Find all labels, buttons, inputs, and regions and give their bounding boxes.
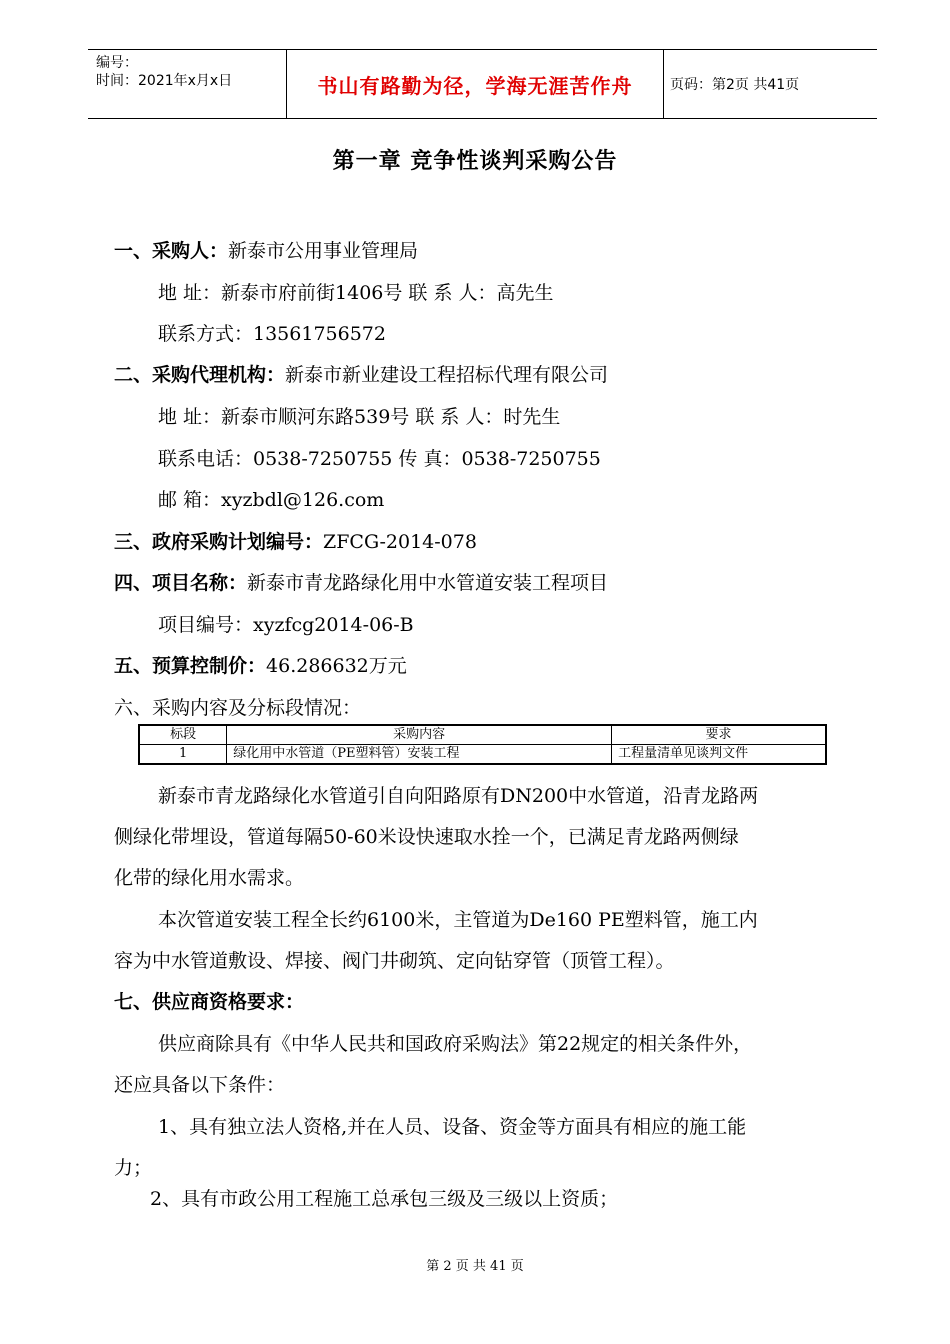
section-7-c2: 2、具有市政公用工程施工总承包三级及三级以上资质； (150, 1188, 619, 1210)
section-7-c1-line2: 力； (114, 1157, 153, 1179)
page-footer: 第 2 页 共 41 页 (426, 1259, 524, 1274)
table-header-row (139, 725, 826, 745)
section-5-value: 46.286632万元 (266, 655, 407, 677)
table-cell: 绿化用中水管道（PE塑料管）安装工程 (227, 745, 612, 765)
section-2-heading: 二、采购代理机构： (114, 364, 286, 386)
segment-table (138, 724, 827, 765)
page-header (88, 49, 877, 119)
section-1-address: 地 址：新泰市府前街1406号 联 系 人：高先生 (158, 282, 554, 304)
number-label: 编号： (96, 55, 138, 71)
section-4-value: 新泰市青龙路绿化用中水管道安装工程项目 (247, 572, 609, 594)
header-page-info: 页码：第2页 共41页 (670, 77, 800, 93)
section-1-line (114, 239, 418, 263)
section-7-p1-line1: 供应商除具有《中华人民共和国政府采购法》第22规定的相关条件外， (158, 1033, 753, 1055)
section-6-p1-line1: 新泰市青龙路绿化水管道引自向阳路原有DN200中水管道，沿青龙路两 (158, 785, 759, 807)
section-6-p1-line3: 化带的绿化用水需求。 (114, 867, 305, 889)
section-1-value: 新泰市公用事业管理局 (228, 240, 419, 262)
section-6-p1-line2: 侧绿化带埋设，管道每隔50-60米设快速取水拴一个，已满足青龙路两侧绿 (114, 826, 739, 848)
section-3-heading: 三、政府采购计划编号： (114, 531, 324, 553)
table-header-cell: 采购内容 (227, 725, 612, 745)
section-7-heading: 七、供应商资格要求： (114, 991, 305, 1013)
section-6-p2-line2: 容为中水管道敷设、焊接、阀门井砌筑、定向钻穿管（顶管工程）。 (114, 950, 675, 972)
section-2-value: 新泰市新业建设工程招标代理有限公司 (285, 364, 609, 386)
section-5-line (114, 654, 407, 678)
section-4-heading: 四、项目名称： (114, 572, 248, 594)
section-2-phone: 联系电话：0538-7250755 传 真：0538-7250755 (158, 448, 601, 470)
header-motto: 书山有路勤为径，学海无涯苦作舟 (286, 50, 664, 118)
section-2-email: 邮 箱：xyzbdl@126.com (158, 489, 385, 511)
table-row (139, 745, 826, 765)
section-5-heading: 五、预算控制价： (114, 655, 267, 677)
section-7-p1-line2: 还应具备以下条件： (114, 1074, 286, 1096)
time-label: 时间：2021年x月x日 (96, 73, 233, 89)
section-4-code: 项目编号：xyzfcg2014-06-B (158, 614, 414, 636)
table-header-cell: 标段 (139, 725, 227, 745)
section-4-line (114, 571, 608, 595)
table-cell: 1 (139, 745, 227, 765)
header-meta (96, 54, 232, 90)
section-6-p2-line1: 本次管道安装工程全长约6100米，主管道为De160 PE塑料管，施工内 (158, 909, 758, 931)
section-6-heading: 六、采购内容及分标段情况： (114, 697, 362, 719)
section-3-value: ZFCG-2014-078 (323, 531, 477, 553)
section-2-line (114, 363, 608, 387)
section-1-heading: 一、采购人： (114, 240, 229, 262)
chapter-title: 第一章 竞争性谈判采购公告 (332, 149, 618, 174)
section-1-contact: 联系方式：13561756572 (158, 323, 386, 345)
section-3-line (114, 530, 477, 554)
table-header-cell: 要求 (612, 725, 826, 745)
section-7-c1-line1: 1、具有独立法人资格,并在人员、设备、资金等方面具有相应的施工能 (158, 1116, 747, 1138)
section-2-address: 地 址：新泰市顺河东路539号 联 系 人：时先生 (158, 406, 561, 428)
table-cell: 工程量清单见谈判文件 (612, 745, 826, 765)
